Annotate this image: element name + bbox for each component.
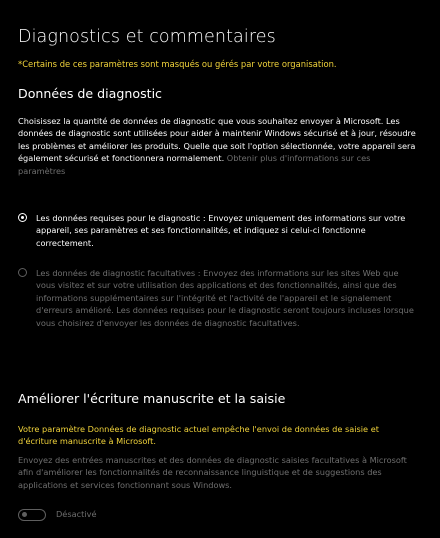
inking-typing-heading: Améliorer l'écriture manuscrite et la saisie [18, 391, 286, 406]
inking-toggle-switch[interactable] [18, 509, 46, 521]
inking-description: Envoyez des entrées manuscrites et des données de diagnostic saisies facultatives à Microsoft afin d'améliorer les fonctionnalités de reconnaissance linguistique et de suggestions des applications et services fonctionnant sous Windows. [18, 455, 407, 490]
inking-toggle-row[interactable] [18, 508, 218, 522]
diagnostic-description-text: Choisissez la quantité de données de diagnostic que vous souhaitez envoyer à Microsoft. Les données de diagnostic sont utilisées pour aider à maintenir Windows sécurisé et à jour, résoudre les problèmes et améliorer les produits. Quelle que soit l'option sélectionnée, votre appareil sera également sécurisé et fonctionnera normalement. [18, 116, 416, 164]
diagnostic-data-description [18, 115, 420, 177]
toggle-knob [22, 512, 27, 517]
radio-optional-label: Les données de diagnostic facultatives : Envoyez des informations sur les sites Web que vous visitez et sur votre utilisation des applications et des fonctionnalités, ainsi que des informations supplémentaires sur l'intégrité et l'activité de l'appareil et le signalement d'erreurs amélioré. Les données requises pour le diagnostic seront toujours incluses lorsque vous choisirez d'envoyer les données de diagnostic facultatives. [36, 268, 414, 328]
radio-required-label: Les données requises pour le diagnostic : Envoyez uniquement des informations sur votre appareil, ses paramètres et ses fonctionnalités, et indiquez si celui-ci fonctionne correctement. [36, 213, 406, 248]
radio-unselected-icon[interactable] [18, 268, 27, 277]
inking-warning-text: Votre paramètre Données de diagnostic actuel empêche l'envoi de données de saisie et d'écriture manuscrite à Microsoft. [18, 424, 379, 447]
radio-selected-icon[interactable] [18, 213, 27, 222]
more-info-link[interactable]: Obtenir plus d'informations sur ces paramètres [18, 153, 371, 176]
page-title: Diagnostics et commentaires [18, 27, 276, 47]
toggle-state-label: Désactivé [56, 509, 97, 519]
diagnostic-data-heading: Données de diagnostic [18, 86, 162, 101]
organization-managed-note: *Certains de ces paramètres sont masqués ou gérés par votre organisation. [18, 59, 337, 69]
